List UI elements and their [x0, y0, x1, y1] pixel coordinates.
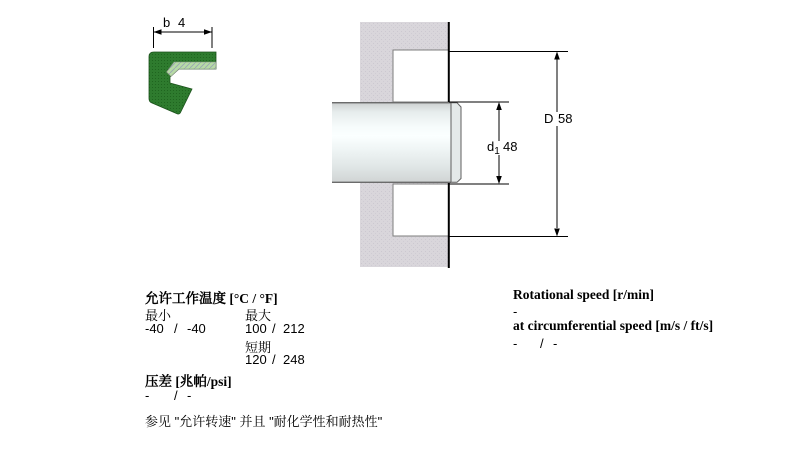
- circumferential-speed-values: [513, 336, 557, 351]
- seal-lip-strip: [167, 62, 217, 77]
- shaft: [332, 102, 451, 183]
- arrowhead-up: [554, 52, 560, 60]
- rotational-speed-value: -: [513, 304, 518, 319]
- slash-separator: /: [272, 321, 276, 336]
- housing-recess-top: [393, 50, 449, 102]
- temperature-heading: 允许工作温度 [°C / °F]: [145, 291, 278, 306]
- arrowhead-up: [496, 102, 502, 110]
- temperature-max-values: [245, 321, 305, 336]
- slash-separator: /: [540, 336, 544, 351]
- arrowhead-right: [204, 29, 212, 35]
- seal-profile-drawing: [130, 8, 240, 125]
- arrowhead-down: [554, 229, 560, 237]
- bore-diameter-dimension-label: D 58: [544, 111, 573, 126]
- arrowhead-down: [496, 176, 502, 184]
- shaft-diameter-dimension-label: $d_1$ 48: [487, 139, 518, 157]
- short-term-celsius: 120: [245, 352, 267, 367]
- housing-recess-bottom: [393, 184, 449, 236]
- pressure-heading: 压差 [兆帕/psi]: [145, 374, 232, 389]
- shaft-end-chamfer: [451, 103, 461, 183]
- pressure-mpa: -: [145, 388, 150, 403]
- rotational-speed-heading: Rotational speed [r/min]: [513, 287, 654, 302]
- seal-body-shape: [149, 52, 216, 114]
- temperature-max-label: 最大: [245, 308, 272, 323]
- slash-separator: /: [174, 388, 178, 403]
- arrowhead-left: [154, 29, 162, 35]
- reference-note: 参见 "允许转速" 并且 "耐化学性和耐热性": [145, 414, 383, 429]
- temperature-min-celsius: -40: [145, 321, 164, 336]
- slash-separator: /: [174, 321, 178, 336]
- temperature-min-label: 最小: [145, 308, 172, 323]
- temperature-max-fahrenheit: 212: [283, 321, 305, 336]
- temperature-min-values: [145, 321, 206, 336]
- short-term-label: 短期: [245, 340, 272, 355]
- temperature-short-term-values: [245, 352, 305, 367]
- temperature-min-fahrenheit: -40: [187, 321, 206, 336]
- circumferential-speed-fts: -: [553, 336, 558, 351]
- pressure-values: [145, 388, 191, 403]
- mounting-cross-section-drawing: [325, 15, 580, 275]
- seal-width-dimension-label: b 4: [163, 15, 186, 30]
- short-term-fahrenheit: 248: [283, 352, 305, 367]
- circumferential-speed-heading: at circumferential speed [m/s / ft/s]: [513, 318, 714, 333]
- circumferential-speed-ms: -: [513, 336, 518, 351]
- pressure-psi: -: [187, 388, 192, 403]
- temperature-max-celsius: 100: [245, 321, 267, 336]
- slash-separator: /: [272, 352, 276, 367]
